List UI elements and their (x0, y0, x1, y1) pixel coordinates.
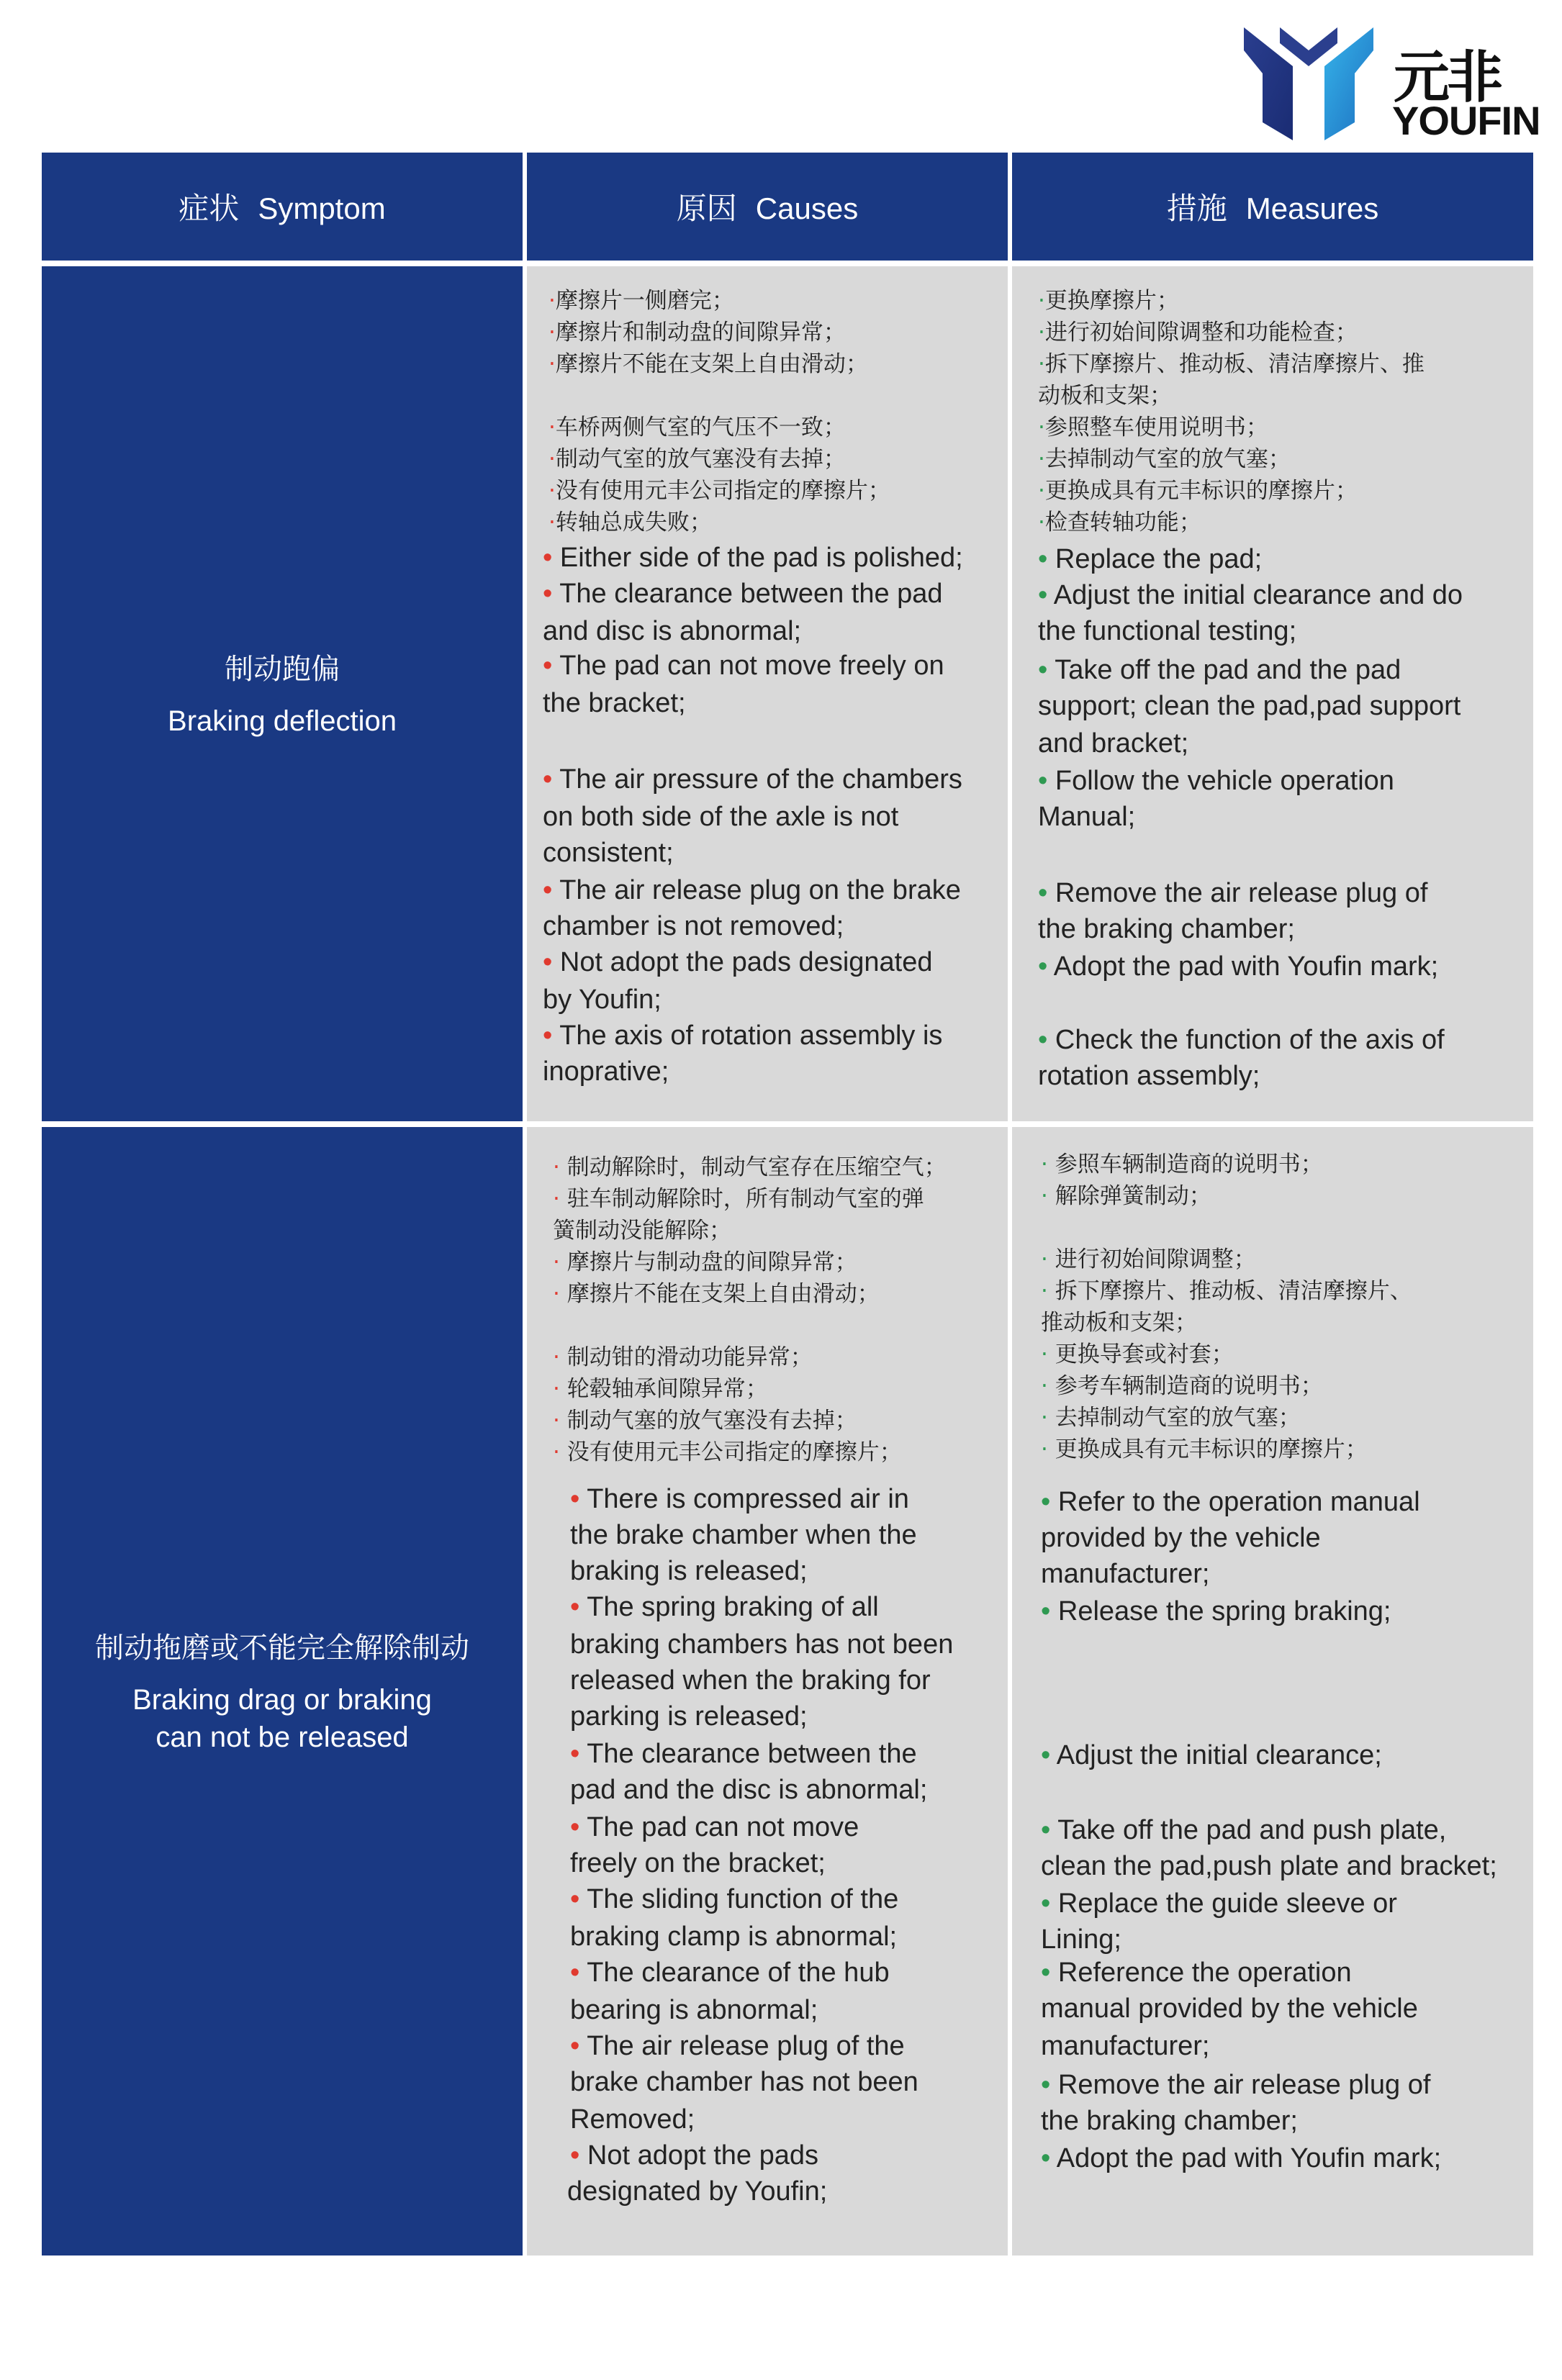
row2-cause-en-10: • The pad can not move (570, 1812, 859, 1842)
row2-measure-en-5: • Adjust the initial clearance; (1041, 1740, 1382, 1770)
row2-measure-cn-1: · 参照车辆制造商的说明书； (1041, 1151, 1323, 1177)
row2-measure-en-13: • Remove the air release plug of (1041, 2070, 1431, 2100)
row1-cause-cn-6: ·没有使用元丰公司指定的摩擦片； (548, 478, 890, 504)
row2-cause-en-2: the brake chamber when the (570, 1520, 917, 1550)
row1-symptom-en: Braking deflection (168, 705, 397, 737)
brand-name-cn: 元非 (1394, 45, 1501, 110)
row2-cause-en-19: • Not adopt the pads (570, 2140, 819, 2171)
row2-measure-en-4: • Release the spring braking; (1041, 1596, 1391, 1626)
row2-cause-en-11: freely on the bracket; (570, 1848, 826, 1878)
row1-cause-en-7: on both side of the axle is not (543, 802, 899, 832)
row2-measure-cn-5: 推动板和支架； (1041, 1310, 1197, 1336)
header-measures-cn: 措施 (1166, 191, 1227, 226)
row2-cause-en-17: brake chamber has not been (570, 2067, 918, 2097)
row2-cause-en-6: released when the braking for (570, 1665, 931, 1696)
row1-cause-en-14: inoprative; (543, 1056, 669, 1087)
row1-cause-en-6: • The air pressure of the chambers (543, 764, 962, 795)
row2-symptom-en: Braking drag or braking can not be released (132, 1684, 432, 1753)
row2-measure-cn-4: · 拆下摩擦片、推动板、清洁摩擦片、 (1041, 1278, 1412, 1304)
row2-symptom-cn: 制动拖磨或不能完全解除制动 (95, 1632, 469, 1665)
row2-cause-en-13: braking clamp is abnormal; (570, 1922, 898, 1952)
row2-cause-cn-3: 簧制动没能解除； (553, 1218, 731, 1244)
row1-measure-cn-8: ·检查转轴功能； (1038, 510, 1201, 535)
header-measures-en: Measures (1245, 191, 1379, 225)
row1-cause-cn-4: ·车桥两侧气室的气压不一致； (548, 415, 846, 440)
row1-measure-en-8: Manual; (1038, 802, 1136, 832)
row2-causes (527, 1127, 1008, 2255)
header-causes (527, 153, 1008, 261)
row2-cause-en-7: parking is released; (570, 1701, 808, 1732)
header-causes-cn: 原因 (676, 191, 737, 226)
row2-cause-cn-6: · 制动钳的滑动功能异常； (553, 1344, 813, 1370)
row2-cause-en-15: bearing is abnormal; (570, 1995, 818, 2025)
row2-measure-en-9: Lining; (1041, 1924, 1121, 1955)
row2-cause-en-4: • The spring braking of all (570, 1592, 879, 1622)
row2-measure-en-12: manufacturer; (1041, 2031, 1210, 2061)
row1-cause-en-4: • The pad can not move freely on (543, 651, 944, 681)
row2-measure-en-10: • Reference the operation (1041, 1958, 1352, 1988)
row1-cause-cn-5: ·制动气室的放气塞没有去掉； (548, 446, 846, 472)
row1-cause-en-10: chamber is not removed; (543, 911, 844, 941)
row2-cause-cn-8: · 制动气塞的放气塞没有去掉； (553, 1408, 857, 1434)
row2-measure-en-14: the braking chamber; (1041, 2106, 1298, 2136)
header-causes-en: Causes (755, 191, 859, 225)
row2-measure-en-2: provided by the vehicle (1041, 1523, 1321, 1553)
row1-measure-cn-7: ·更换成具有元丰标识的摩擦片； (1038, 478, 1358, 504)
row1-cause-en-11: • Not adopt the pads designated (543, 947, 933, 977)
row2-cause-cn-9: · 没有使用元丰公司指定的摩擦片； (553, 1439, 902, 1465)
row1-cause-en-2: • The clearance between the pad (543, 579, 943, 609)
row1-measure-cn-6: ·去掉制动气室的放气塞； (1038, 446, 1291, 472)
row1-measure-cn-4: 动板和支架； (1038, 383, 1172, 409)
row1-cause-cn-2: ·摩擦片和制动盘的间隙异常； (548, 320, 846, 345)
row1-measure-cn-1: ·更换摩擦片； (1038, 288, 1179, 314)
row1-measure-en-7: • Follow the vehicle operation (1038, 766, 1394, 796)
row2-cause-en-8: • The clearance between the (570, 1739, 917, 1769)
row1-measure-en-13: rotation assembly; (1038, 1061, 1260, 1091)
row1-measure-en-4: • Take off the pad and the pad (1038, 655, 1401, 685)
row1-cause-cn-7: ·转轴总成失败； (548, 510, 712, 535)
row1-cause-cn-1: ·摩擦片一侧磨完； (548, 288, 734, 314)
row2-measures (1012, 1127, 1533, 2255)
row2-cause-en-3: braking is released; (570, 1556, 808, 1586)
row2-measure-cn-2: · 解除弹簧制动； (1041, 1183, 1211, 1209)
row2-measure-cn-9: · 更换成具有元丰标识的摩擦片； (1041, 1436, 1368, 1462)
row2-cause-en-1: • There is compressed air in (570, 1484, 909, 1514)
row1-measures (1012, 266, 1533, 1121)
row1-symptom-cn: 制动跑偏 (225, 653, 340, 686)
row1-measure-cn-5: ·参照整车使用说明书； (1038, 415, 1268, 440)
row2-cause-cn-2: · 驻车制动解除时，所有制动气室的弹 (553, 1186, 924, 1212)
row2-cause-en-12: • The sliding function of the (570, 1884, 899, 1914)
row1-cause-en-13: • The axis of rotation assembly is (543, 1021, 943, 1051)
row2-measure-cn-8: · 去掉制动气室的放气塞； (1041, 1405, 1301, 1431)
row2-cause-en-14: • The clearance of the hub (570, 1958, 890, 1988)
row2-measure-cn-3: · 进行初始间隙调整； (1041, 1246, 1256, 1272)
row1-cause-en-12: by Youfin; (543, 985, 662, 1015)
header-measures (1012, 153, 1533, 261)
row1-measure-en-1: • Replace the pad; (1038, 544, 1263, 574)
row1-causes (527, 266, 1008, 1121)
brand-name-en: YOUFIN (1392, 98, 1540, 143)
row2-cause-en-20: designated by Youfin; (567, 2176, 828, 2207)
row1-measure-en-3: the functional testing; (1038, 616, 1297, 646)
row2-measure-cn-6: · 更换导套或衬套； (1041, 1341, 1234, 1367)
row1-measure-en-2: • Adjust the initial clearance and do (1038, 580, 1463, 610)
row2-symptom (42, 1127, 523, 2255)
row1-cause-en-1: • Either side of the pad is polished; (543, 543, 963, 573)
row2-cause-cn-1: · 制动解除时，制动气室存在压缩空气； (553, 1154, 947, 1180)
row1-cause-cn-3: ·摩擦片不能在支架上自由滑动； (548, 351, 868, 377)
row1-cause-en-9: • The air release plug on the brake (543, 875, 961, 905)
row2-measure-en-3: manufacturer; (1041, 1559, 1210, 1589)
row1-measure-cn-2: ·进行初始间隙调整和功能检查； (1038, 320, 1358, 345)
youfin-logo (1237, 22, 1539, 144)
row2-cause-en-9: pad and the disc is abnormal; (570, 1775, 928, 1805)
row1-cause-en-8: consistent; (543, 838, 674, 868)
row2-cause-en-18: Removed; (570, 2104, 695, 2135)
row2-measure-en-1: • Refer to the operation manual (1041, 1487, 1420, 1517)
row2-measure-en-11: manual provided by the vehicle (1041, 1994, 1418, 2024)
row2-cause-en-5: braking chambers has not been (570, 1629, 954, 1660)
row1-symptom (42, 266, 523, 1121)
row2-measure-cn-7: · 参考车辆制造商的说明书； (1041, 1373, 1323, 1399)
row2-measure-en-8: • Replace the guide sleeve or (1041, 1888, 1397, 1919)
youfin-logo-mark (1237, 22, 1381, 144)
header-symptom-cn: 症状 (179, 191, 240, 226)
header-symptom (42, 153, 523, 261)
row1-measure-en-10: the braking chamber; (1038, 914, 1295, 944)
row2-cause-cn-4: · 摩擦片与制动盘的间隙异常； (553, 1249, 857, 1275)
row1-measure-en-11: • Adopt the pad with Youfin mark; (1038, 951, 1439, 982)
row1-measure-en-12: • Check the function of the axis of (1038, 1025, 1445, 1055)
row1-cause-en-3: and disc is abnormal; (543, 616, 802, 646)
row2-measure-en-7: clean the pad,push plate and bracket; (1041, 1851, 1497, 1881)
row1-measure-cn-3: ·拆下摩擦片、推动板、清洁摩擦片、推 (1038, 351, 1425, 377)
row2-measure-en-6: • Take off the pad and push plate, (1041, 1815, 1447, 1845)
row1-cause-en-5: the bracket; (543, 688, 686, 718)
row1-measure-en-6: and bracket; (1038, 728, 1189, 759)
row2-measure-en-15: • Adopt the pad with Youfin mark; (1041, 2143, 1442, 2173)
row1-measure-en-5: support; clean the pad,pad support (1038, 691, 1461, 721)
row1-measure-en-9: • Remove the air release plug of (1038, 878, 1428, 908)
row2-cause-cn-7: · 轮毂轴承间隙异常； (553, 1376, 768, 1402)
row2-cause-cn-5: · 摩擦片不能在支架上自由滑动； (553, 1281, 880, 1307)
row2-cause-en-16: • The air release plug of the (570, 2031, 905, 2061)
header-symptom-en: Symptom (258, 191, 386, 225)
